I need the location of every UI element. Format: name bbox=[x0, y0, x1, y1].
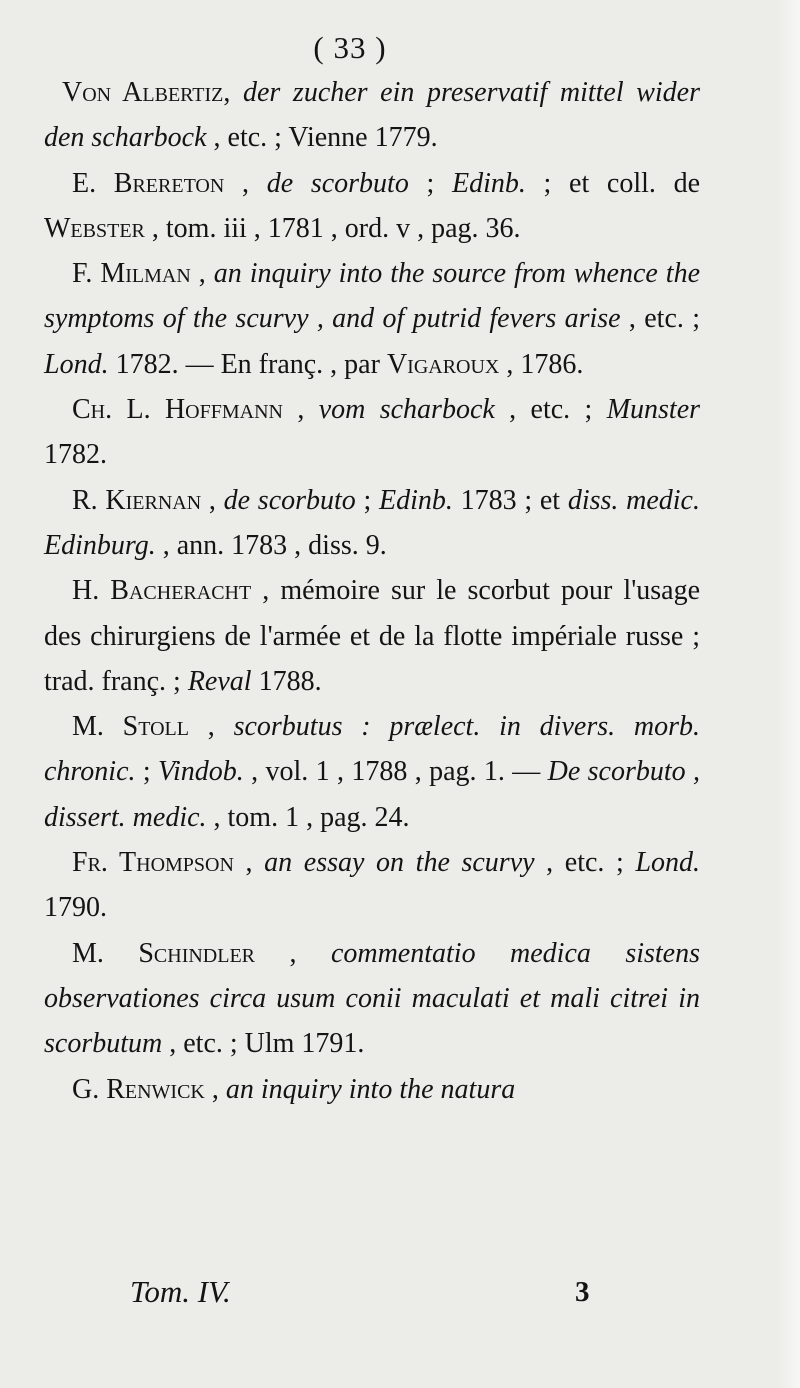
volume-label: Tom. IV. bbox=[130, 1274, 231, 1309]
entry-author: Ch. L. Hoffmann bbox=[72, 394, 283, 426]
entry-title-text: Lond. bbox=[44, 348, 109, 380]
page-number: ( 33 ) bbox=[313, 30, 387, 65]
entry-text: , mémoire sur le scorbut pour l'usage des chirurgiens de l'armée et de la flotte impériale russe ; trad. franç. ; bbox=[44, 575, 700, 697]
entry-text: , tom. 1 , pag. 24. bbox=[206, 801, 410, 833]
bibliography-text bbox=[44, 70, 700, 1112]
entry-text: ; bbox=[355, 484, 380, 516]
signature-mark: 3 bbox=[575, 1276, 590, 1308]
entry-title-text: De scorbuto , dissert. medic. bbox=[44, 756, 700, 833]
bibliography-entry bbox=[44, 931, 700, 1067]
entry-text: , bbox=[188, 711, 234, 743]
bibliography-entry bbox=[44, 387, 700, 478]
entry-author: Von Albertiz bbox=[62, 77, 224, 108]
entry-text: ; bbox=[408, 167, 452, 199]
entry-text: , bbox=[204, 1073, 226, 1105]
entry-title-text: de scorbuto bbox=[223, 484, 356, 516]
entry-text: , tom. iii , 1781 , ord. v , pag. 36. bbox=[144, 212, 521, 244]
entry-text: 1783 ; et bbox=[452, 484, 568, 516]
entry-author: M. Schindler bbox=[72, 937, 256, 969]
entry-title-text: Munster bbox=[606, 394, 701, 426]
entry-author: M. Stoll bbox=[72, 711, 189, 743]
entry-text: , bbox=[233, 847, 265, 879]
entry-title-text: Reval bbox=[187, 665, 252, 697]
entry-text: , etc. ; bbox=[620, 303, 701, 335]
entry-author: G. Renwick bbox=[72, 1073, 205, 1105]
entry-title-text: Edinb. bbox=[379, 484, 453, 516]
entry-title-text: an essay on the scurvy bbox=[264, 847, 535, 879]
entry-author: E. Brereton bbox=[72, 167, 225, 199]
entry-text: , 1786. bbox=[499, 348, 584, 380]
entry-title-text: an inquiry into the source from whence the symptoms of the scurvy , and of putrid fevers arise bbox=[44, 258, 701, 335]
entry-title-text: diss. medic. Edinburg. bbox=[44, 484, 700, 561]
entry-title-text: Lond. bbox=[635, 847, 701, 879]
bibliography-entry bbox=[44, 568, 700, 704]
entry-title-text: Edinb. bbox=[451, 167, 526, 199]
entry-text: 1782. — En franç. , par bbox=[108, 348, 387, 380]
entry-title-text: an inquiry into the natura bbox=[225, 1073, 516, 1105]
entry-text: Vigaroux bbox=[386, 348, 500, 380]
entry-author: Fr. Thompson bbox=[72, 847, 234, 879]
entry-text: , bbox=[190, 258, 214, 290]
entry-text: , etc. ; Ulm 1791. bbox=[162, 1028, 365, 1060]
bibliography-entry bbox=[44, 161, 700, 252]
entry-text: Webster bbox=[44, 212, 145, 244]
entry-title-text: vom scharbock bbox=[318, 394, 495, 426]
entry-text: , bbox=[255, 937, 331, 969]
bibliography-entry bbox=[44, 478, 700, 569]
entry-author: F. Milman bbox=[72, 258, 191, 290]
entry-text: , bbox=[201, 484, 224, 516]
entry-title-text: Vindob. bbox=[158, 756, 244, 788]
entry-text: ; bbox=[135, 756, 158, 788]
bibliography-entry bbox=[44, 251, 700, 387]
entry-text: , bbox=[282, 394, 319, 426]
entry-text: , bbox=[224, 167, 267, 199]
entry-text: , ann. 1783 , diss. 9. bbox=[155, 529, 387, 561]
entry-title-text: der zucher ein preservatif mittel wider den scharbock bbox=[44, 77, 700, 154]
entry-text: , etc. ; bbox=[534, 847, 636, 879]
entry-text: , vol. 1 , 1788 , pag. 1. — bbox=[243, 756, 548, 788]
entry-title-text: commentatio medica sistens observationes circa usum conii maculati et mali citrei in scorbutum bbox=[44, 937, 701, 1060]
entry-text: 1790. bbox=[44, 892, 107, 924]
entry-title-text: scorbutus : prælect. in divers. morb. chronic. bbox=[44, 711, 701, 788]
entry-text: , etc. ; bbox=[494, 394, 607, 426]
entry-text: , bbox=[223, 77, 243, 108]
entry-text: , etc. ; Vienne 1779. bbox=[206, 122, 438, 154]
entry-title-text: de scorbuto bbox=[266, 167, 409, 199]
entry-text: 1782. bbox=[44, 439, 107, 471]
entry-text: ; et coll. de bbox=[525, 167, 701, 199]
bibliography-entry bbox=[44, 704, 700, 840]
bibliography-entry bbox=[44, 70, 700, 161]
bibliography-entry bbox=[44, 1067, 700, 1112]
entry-author: H. Bacheracht bbox=[72, 575, 252, 607]
entry-text: 1788. bbox=[251, 665, 322, 697]
entry-author: R. Kiernan bbox=[72, 484, 202, 516]
bibliography-entry bbox=[44, 840, 700, 931]
